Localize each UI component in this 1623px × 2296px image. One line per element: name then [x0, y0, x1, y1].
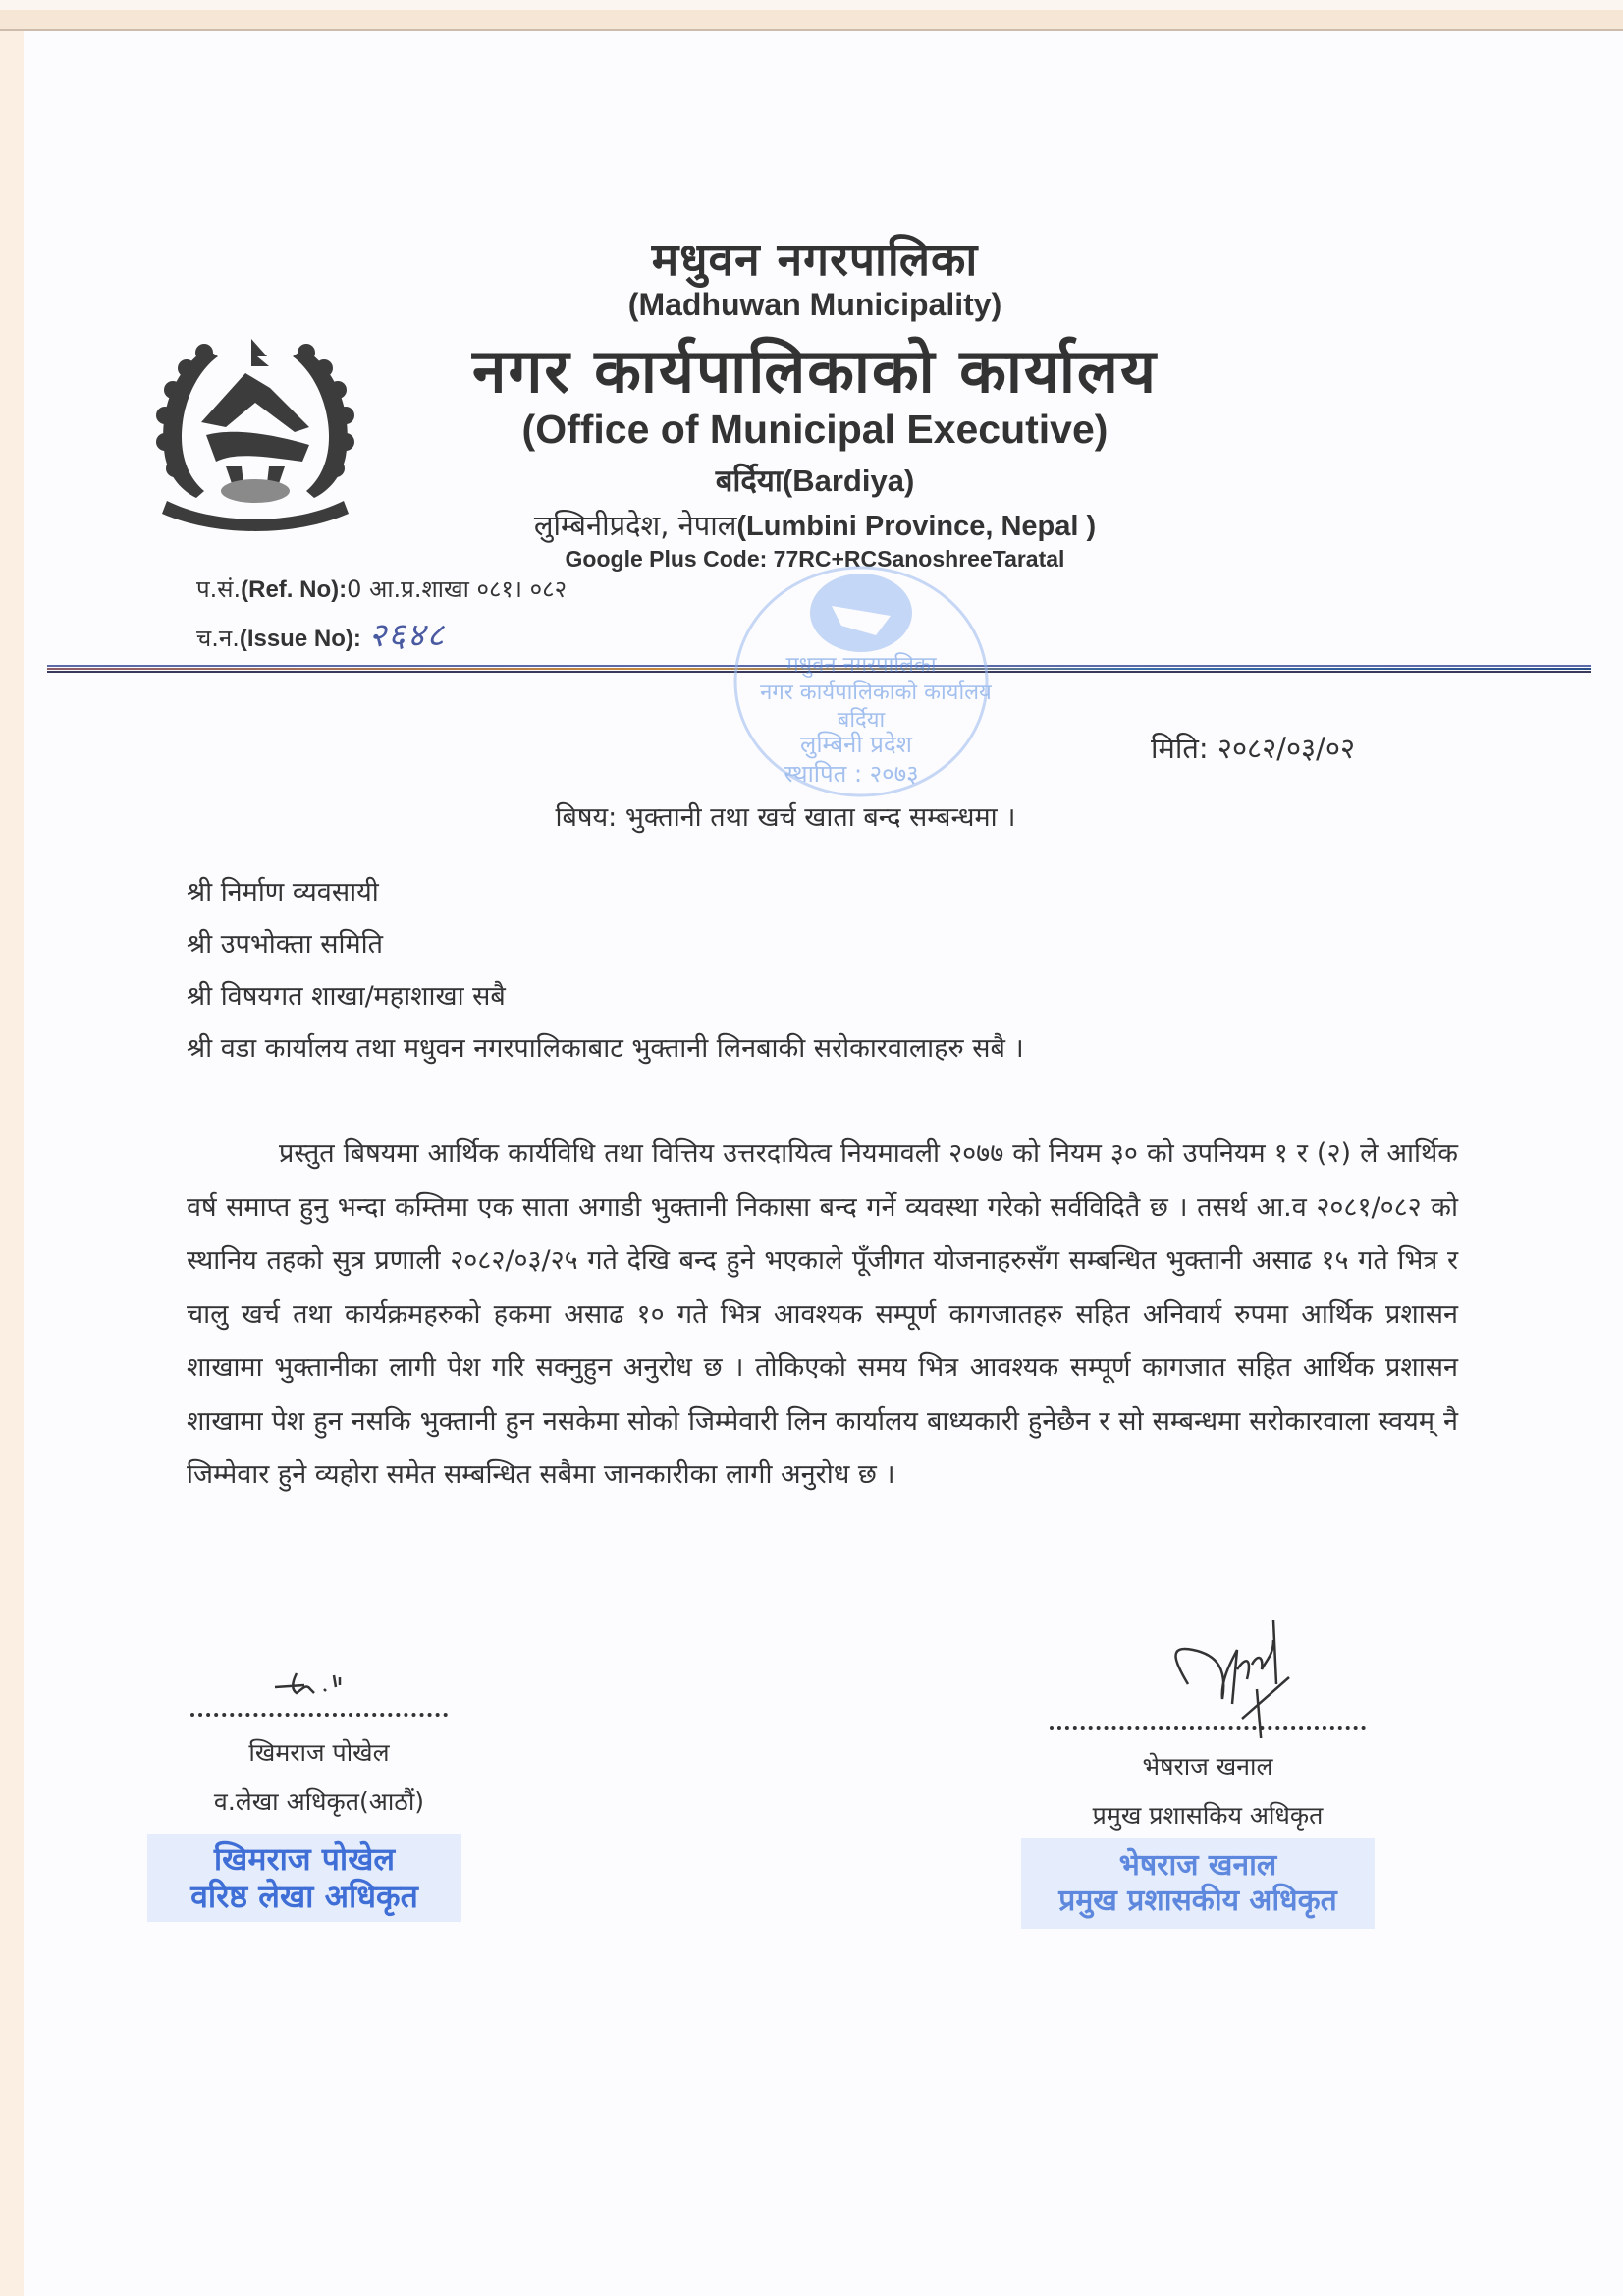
recipient-item: श्री विषयगत शाखा/महाशाखा सबै	[187, 981, 506, 1011]
scan-left-edge	[0, 31, 24, 2296]
issue-label-nepali: च.न.	[196, 625, 240, 652]
signatory-title: व.लेखा अधिकृत(आठौं)	[213, 1787, 425, 1816]
letter-subject: बिषय: भुक्तानी तथा खर्च खाता बन्द सम्बन्धमा ।	[555, 802, 1016, 833]
municipality-name-nepali: मधुवन नगरपालिका	[651, 233, 979, 286]
seal-line-5: स्थापित : २०७३	[784, 760, 919, 788]
date-value: २०८२/०३/०२	[1217, 732, 1356, 765]
stamp-title: वरिष्ठ लेखा अधिकृत	[190, 1878, 418, 1916]
ref-label-nepali: प.सं.	[196, 575, 242, 603]
name-stamp-chief-administrative-officer	[1021, 1838, 1375, 1929]
province-english: (Lumbini Province, Nepal )	[736, 511, 1097, 542]
letter-date	[1151, 729, 1355, 767]
reference-number	[196, 573, 567, 605]
google-plus-code: Google Plus Code: 77RC+RCSanoshreeTaratal	[565, 546, 1065, 572]
ref-label-english: (Ref. No):	[241, 576, 348, 603]
seal-line-3: बर्दिया	[837, 708, 886, 733]
district-line	[373, 460, 1257, 501]
stamp-name: खिमराज पोखेल	[213, 1840, 396, 1878]
office-name-english: (Office of Municipal Executive)	[521, 407, 1109, 452]
signatory-name: भेषराज खनाल	[1142, 1752, 1273, 1780]
stamp-name: भेषराज खनाल	[1118, 1848, 1277, 1883]
province-line	[373, 506, 1257, 544]
name-stamp-accounts-officer	[147, 1834, 461, 1922]
recipient-item: श्री उपभोक्ता समिति	[187, 929, 384, 959]
signature-scribble-icon	[187, 1660, 452, 1703]
seal-line-4: लुम्बिनी प्रदेश	[800, 731, 912, 758]
recipient-item: श्री निर्माण व्यवसायी	[187, 877, 379, 907]
scan-top-edge	[0, 0, 1623, 31]
date-label: मिति:	[1151, 732, 1209, 765]
signature-block-accounts-officer	[187, 1660, 452, 1823]
office-name-nepali: नगर कार्यपालिकाको कार्यालय	[472, 335, 1158, 407]
district-english: (Bardiya)	[782, 464, 915, 498]
signatory-title: प्रमुख प्रशासकिय अधिकृत	[1092, 1801, 1324, 1830]
issue-value-handwritten: २६४८	[368, 616, 447, 655]
seal-line-2: नगर कार्यपालिकाको कार्यालय	[760, 681, 992, 705]
letter-body: प्रस्तुत बिषयमा आर्थिक कार्यविधि तथा वित्तिय उत्तरदायित्व नियमावली २०७७ को नियम ३० को उपनियम १ र (२) ले आर्थिक वर्ष समाप्त हुनु भन्दा कम्तिमा एक साता अगाडी भुक्तानी निकासा बन्द गर्ने व्यवस्था गरेको सर्वविदितै छ । तसर्थ आ.व २०८१/०८२ को स्थानिय तहको सुत्र प्रणाली २०८२/०३/२५ गते देखि बन्द हुने भएकाले पूँजीगत योजनाहरुसँग सम्बन्धित भुक्तानी असाढ १५ गते भित्र र चालु खर्च तथा कार्यक्रमहरुको हकमा असाढ १० गते भित्र आवश्यक सम्पूर्ण कागजातहरु सहित अनिवार्य रुपमा आर्थिक प्रशासन शाखामा भुक्तानीका लागी पेश गरि सक्नुहुन अनुरोध छ । तोकिएको समय भित्र आवश्यक सम्पूर्ण कागजात सहित आर्थिक प्रशासन शाखामा पेश हुन नसकि भुक्तानी हुन नसकेमा सोको जिम्मेवारी लिन कार्यालय बाध्यकारी हुनेछैन र सो सम्बन्धमा सरोकारवाला स्वयम् नै जिम्मेवार हुने व्यहोरा समेत सम्बन्धित सबैमा जानकारीका लागी अनुरोध छ ।	[187, 1138, 1458, 1490]
seal-line-1: मधुवन नगरपालिका	[785, 653, 937, 678]
recipient-item: श्री वडा कार्यालय तथा मधुवन नगरपालिकाबाट भुक्तानी लिनबाकी सरोकारवालाहरु सबै ।	[187, 1033, 1024, 1064]
ref-value: 0 आ.प्र.शाखा ०८१। ०८२	[347, 575, 568, 603]
municipality-name-english: (Madhuwan Municipality)	[627, 287, 1002, 322]
province-nepali: लुम्बिनीप्रदेश, नेपाल	[533, 509, 737, 542]
signature-scribble-icon	[1046, 1620, 1370, 1717]
signature-line	[190, 1703, 448, 1717]
recipient-list	[187, 866, 1024, 1074]
issue-number	[196, 611, 446, 656]
signature-block-chief-administrative-officer	[1046, 1620, 1370, 1836]
district-nepali: बर्दिया	[715, 464, 783, 499]
stamp-title: प्रमुख प्रशासकीय अधिकृत	[1058, 1884, 1337, 1918]
signatory-name: खिमराज पोखेल	[248, 1738, 390, 1767]
issue-label-english: (Issue No):	[239, 626, 361, 652]
office-seal-stamp	[729, 562, 994, 802]
nepal-emblem-icon	[147, 329, 363, 535]
